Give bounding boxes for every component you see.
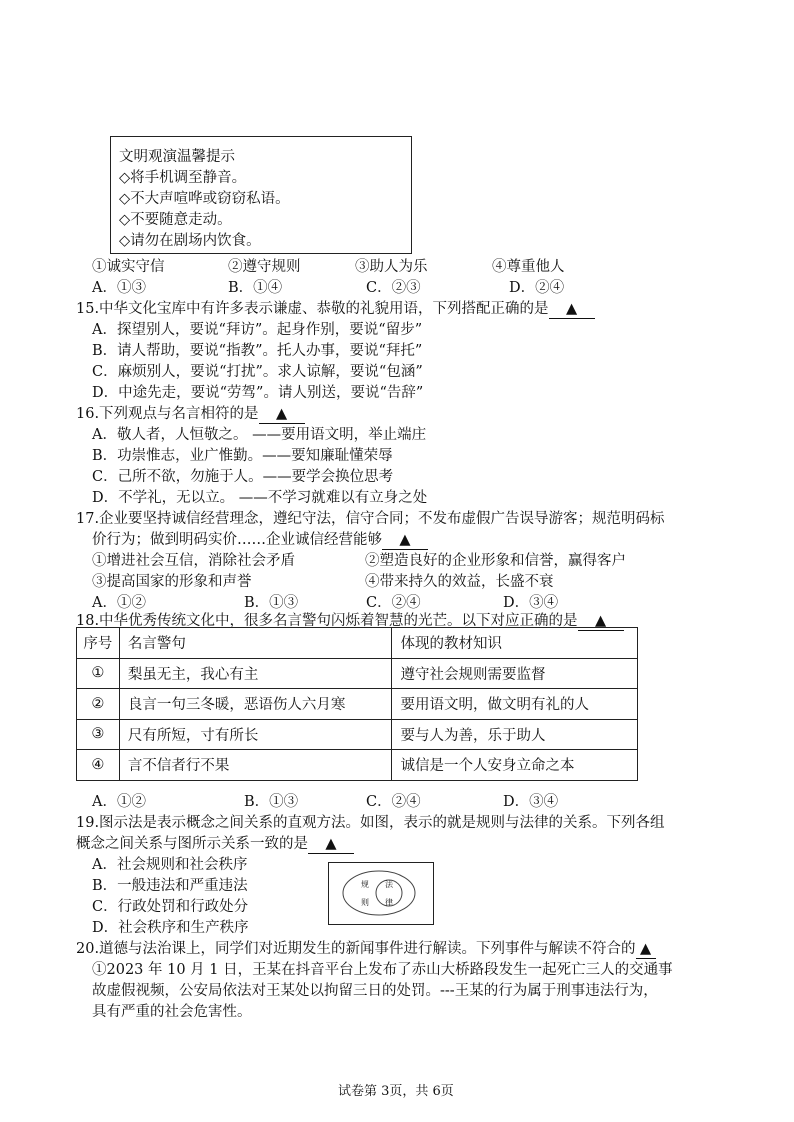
q20-item-line: 故虚假视频，公安局依法对王某处以拘留三日的处罚。---王某的行为属于刑事违法行为， [92, 983, 658, 999]
rules-law-diagram [328, 862, 434, 925]
q14-option-a[interactable]: A．①③ [92, 280, 146, 296]
q16-option-b[interactable]: B．功崇惟志，业广惟勤。——要知廉耻懂荣辱 [92, 448, 393, 464]
q15-option-d[interactable]: D．中途先走，要说“劳驾”。请人别送，要说“告辞” [92, 385, 424, 401]
table-cell: ② [77, 689, 120, 720]
q19-option-d[interactable]: D．社会秩序和生产秩序 [92, 920, 249, 936]
q15-option-b[interactable]: B．请人帮助，要说“指教”。托人办事，要说“拜托” [92, 343, 423, 359]
q19-option-b[interactable]: B．一般违法和严重违法 [92, 878, 248, 894]
q19-option-a[interactable]: A．社会规则和社会秩序 [92, 857, 248, 873]
q17-statement: ④带来持久的效益，长盛不衰 [365, 574, 554, 590]
table-cell: 要用语文明，做文明有礼的人 [392, 689, 638, 720]
law-label-2: 律 [385, 898, 393, 907]
notice-box [110, 136, 412, 254]
q19-stem-line1: 19.图示法是表示概念之间关系的直观方法。如图，表示的就是规则与法律的关系。下列各组 [76, 815, 665, 831]
law-label-1: 法 [385, 880, 393, 889]
q18-table [76, 627, 638, 781]
rules-label-2: 则 [361, 898, 369, 907]
q15-stem-text: 15.中华文化宝库中有许多表示谦虚、恭敬的礼貌用语，下列搭配正确的是 [76, 301, 549, 317]
q20-answer-blank[interactable]: ▲ [636, 942, 656, 959]
q20-stem-text: 20.道德与法治课上，同学们对近期发生的新闻事件进行解读。下列事件与解读不符合的 [76, 941, 636, 957]
rules-label-1: 规 [361, 880, 369, 889]
table-header-row [77, 628, 638, 659]
table-cell: 言不信者行不果 [119, 750, 392, 781]
q17-statement: ①增进社会互信，消除社会矛盾 [92, 553, 295, 569]
q18-answer-blank[interactable]: ▲ [578, 614, 624, 631]
table-cell: ③ [77, 719, 120, 750]
q18-option-b[interactable]: B．①③ [244, 794, 299, 810]
q17-option-a[interactable]: A．①② [92, 595, 146, 611]
page-footer: 试卷第 3页，共 6页 [338, 1084, 454, 1099]
q17-stem-line1: 17.企业要坚持诚信经营理念，遵纪守法，信守合同；不发布虚假广告误导游客；规范明码标 [76, 511, 665, 527]
q15-answer-blank[interactable]: ▲ [549, 302, 595, 319]
table-cell: ① [77, 658, 120, 689]
q17-option-c[interactable]: C．②④ [366, 595, 421, 611]
table-header-cell: 名言警句 [119, 628, 392, 659]
q20-item-line: ①2023 年 10 月 1 日，王某在抖音平台上发布了赤山大桥路段发生一起死亡三人的交通事 [92, 962, 673, 978]
notice-title: 文明观演温馨提示 [119, 149, 235, 165]
q16-stem-text: 16.下列观点与名言相符的是 [76, 406, 259, 422]
table-row [77, 719, 638, 750]
q17-statement: ②塑造良好的企业形象和信誉，赢得客户 [365, 553, 626, 569]
table-cell: 诚信是一个人安身立命之本 [392, 750, 638, 781]
q14-option-b[interactable]: B．①④ [228, 280, 283, 296]
q18-option-a[interactable]: A．①② [92, 794, 146, 810]
notice-item: ◇不大声喧哗或窃窃私语。 [119, 191, 290, 207]
table-cell: 尺有所短，寸有所长 [119, 719, 392, 750]
q14-option-c[interactable]: C．②③ [366, 280, 421, 296]
q18-option-c[interactable]: C．②④ [366, 794, 421, 810]
q16-option-a[interactable]: A．敬人者，人恒敬之。 ——要用语文明，举止端庄 [92, 427, 427, 443]
rules-ellipse [343, 871, 415, 915]
q18-option-d[interactable]: D．③④ [503, 794, 559, 810]
q16-stem [76, 402, 305, 424]
q14-option-d[interactable]: D．②④ [509, 280, 565, 296]
venn-diagram [329, 863, 433, 924]
table-cell: 梨虽无主，我心有主 [119, 658, 392, 689]
q17-option-b[interactable]: B．①③ [244, 595, 299, 611]
q17-option-d[interactable]: D．③④ [503, 595, 559, 611]
q19-answer-blank[interactable]: ▲ [308, 837, 354, 854]
q16-answer-blank[interactable]: ▲ [259, 407, 305, 424]
q14-statement: ③助人为乐 [355, 259, 428, 275]
notice-item: ◇将手机调至静音。 [119, 170, 247, 186]
table-cell: ④ [77, 750, 120, 781]
table-cell: 要与人为善，乐于助人 [392, 719, 638, 750]
notice-item: ◇不要随意走动。 [119, 212, 232, 228]
q15-stem [76, 297, 595, 319]
table-header-cell: 序号 [77, 628, 120, 659]
table-cell: 遵守社会规则需要监督 [392, 658, 638, 689]
q14-statement: ①诚实守信 [92, 259, 165, 275]
table-row [77, 658, 638, 689]
q20-stem [76, 937, 656, 959]
table-row [77, 750, 638, 781]
q14-statement: ④尊重他人 [492, 259, 565, 275]
q14-statement: ②遵守规则 [228, 259, 301, 275]
q16-option-d[interactable]: D．不学礼，无以立。 ——不学习就难以有立身之处 [92, 490, 428, 506]
q17-statement: ③提高国家的形象和声誉 [92, 574, 252, 590]
q18-stem-text: 18.中华优秀传统文化中，很多名言警句闪烁着智慧的光芒。以下对应正确的是 [76, 613, 578, 629]
table-header-cell: 体现的教材知识 [392, 628, 638, 659]
q17-stem-text: 价行为；做到明码实价……企业诚信经营能够 [92, 532, 382, 548]
q19-option-c[interactable]: C．行政处罚和行政处分 [92, 899, 249, 915]
table-row [77, 689, 638, 720]
q20-item-line: 具有严重的社会危害性。 [92, 1004, 252, 1020]
q16-option-c[interactable]: C．己所不欲，勿施于人。——要学会换位思考 [92, 469, 394, 485]
q15-option-c[interactable]: C．麻烦别人，要说“打扰”。求人谅解，要说“包涵” [92, 364, 423, 380]
q15-option-a[interactable]: A．探望别人，要说“拜访”。起身作别，要说“留步” [92, 322, 423, 338]
q19-stem-text: 概念之间关系与图所示关系一致的是 [76, 836, 308, 852]
table-cell: 良言一句三冬暖，恶语伤人六月寒 [119, 689, 392, 720]
q19-stem-line2 [76, 832, 354, 854]
notice-item: ◇请勿在剧场内饮食。 [119, 233, 261, 249]
q17-answer-blank[interactable]: ▲ [382, 533, 428, 550]
q17-stem-line2 [92, 528, 428, 550]
